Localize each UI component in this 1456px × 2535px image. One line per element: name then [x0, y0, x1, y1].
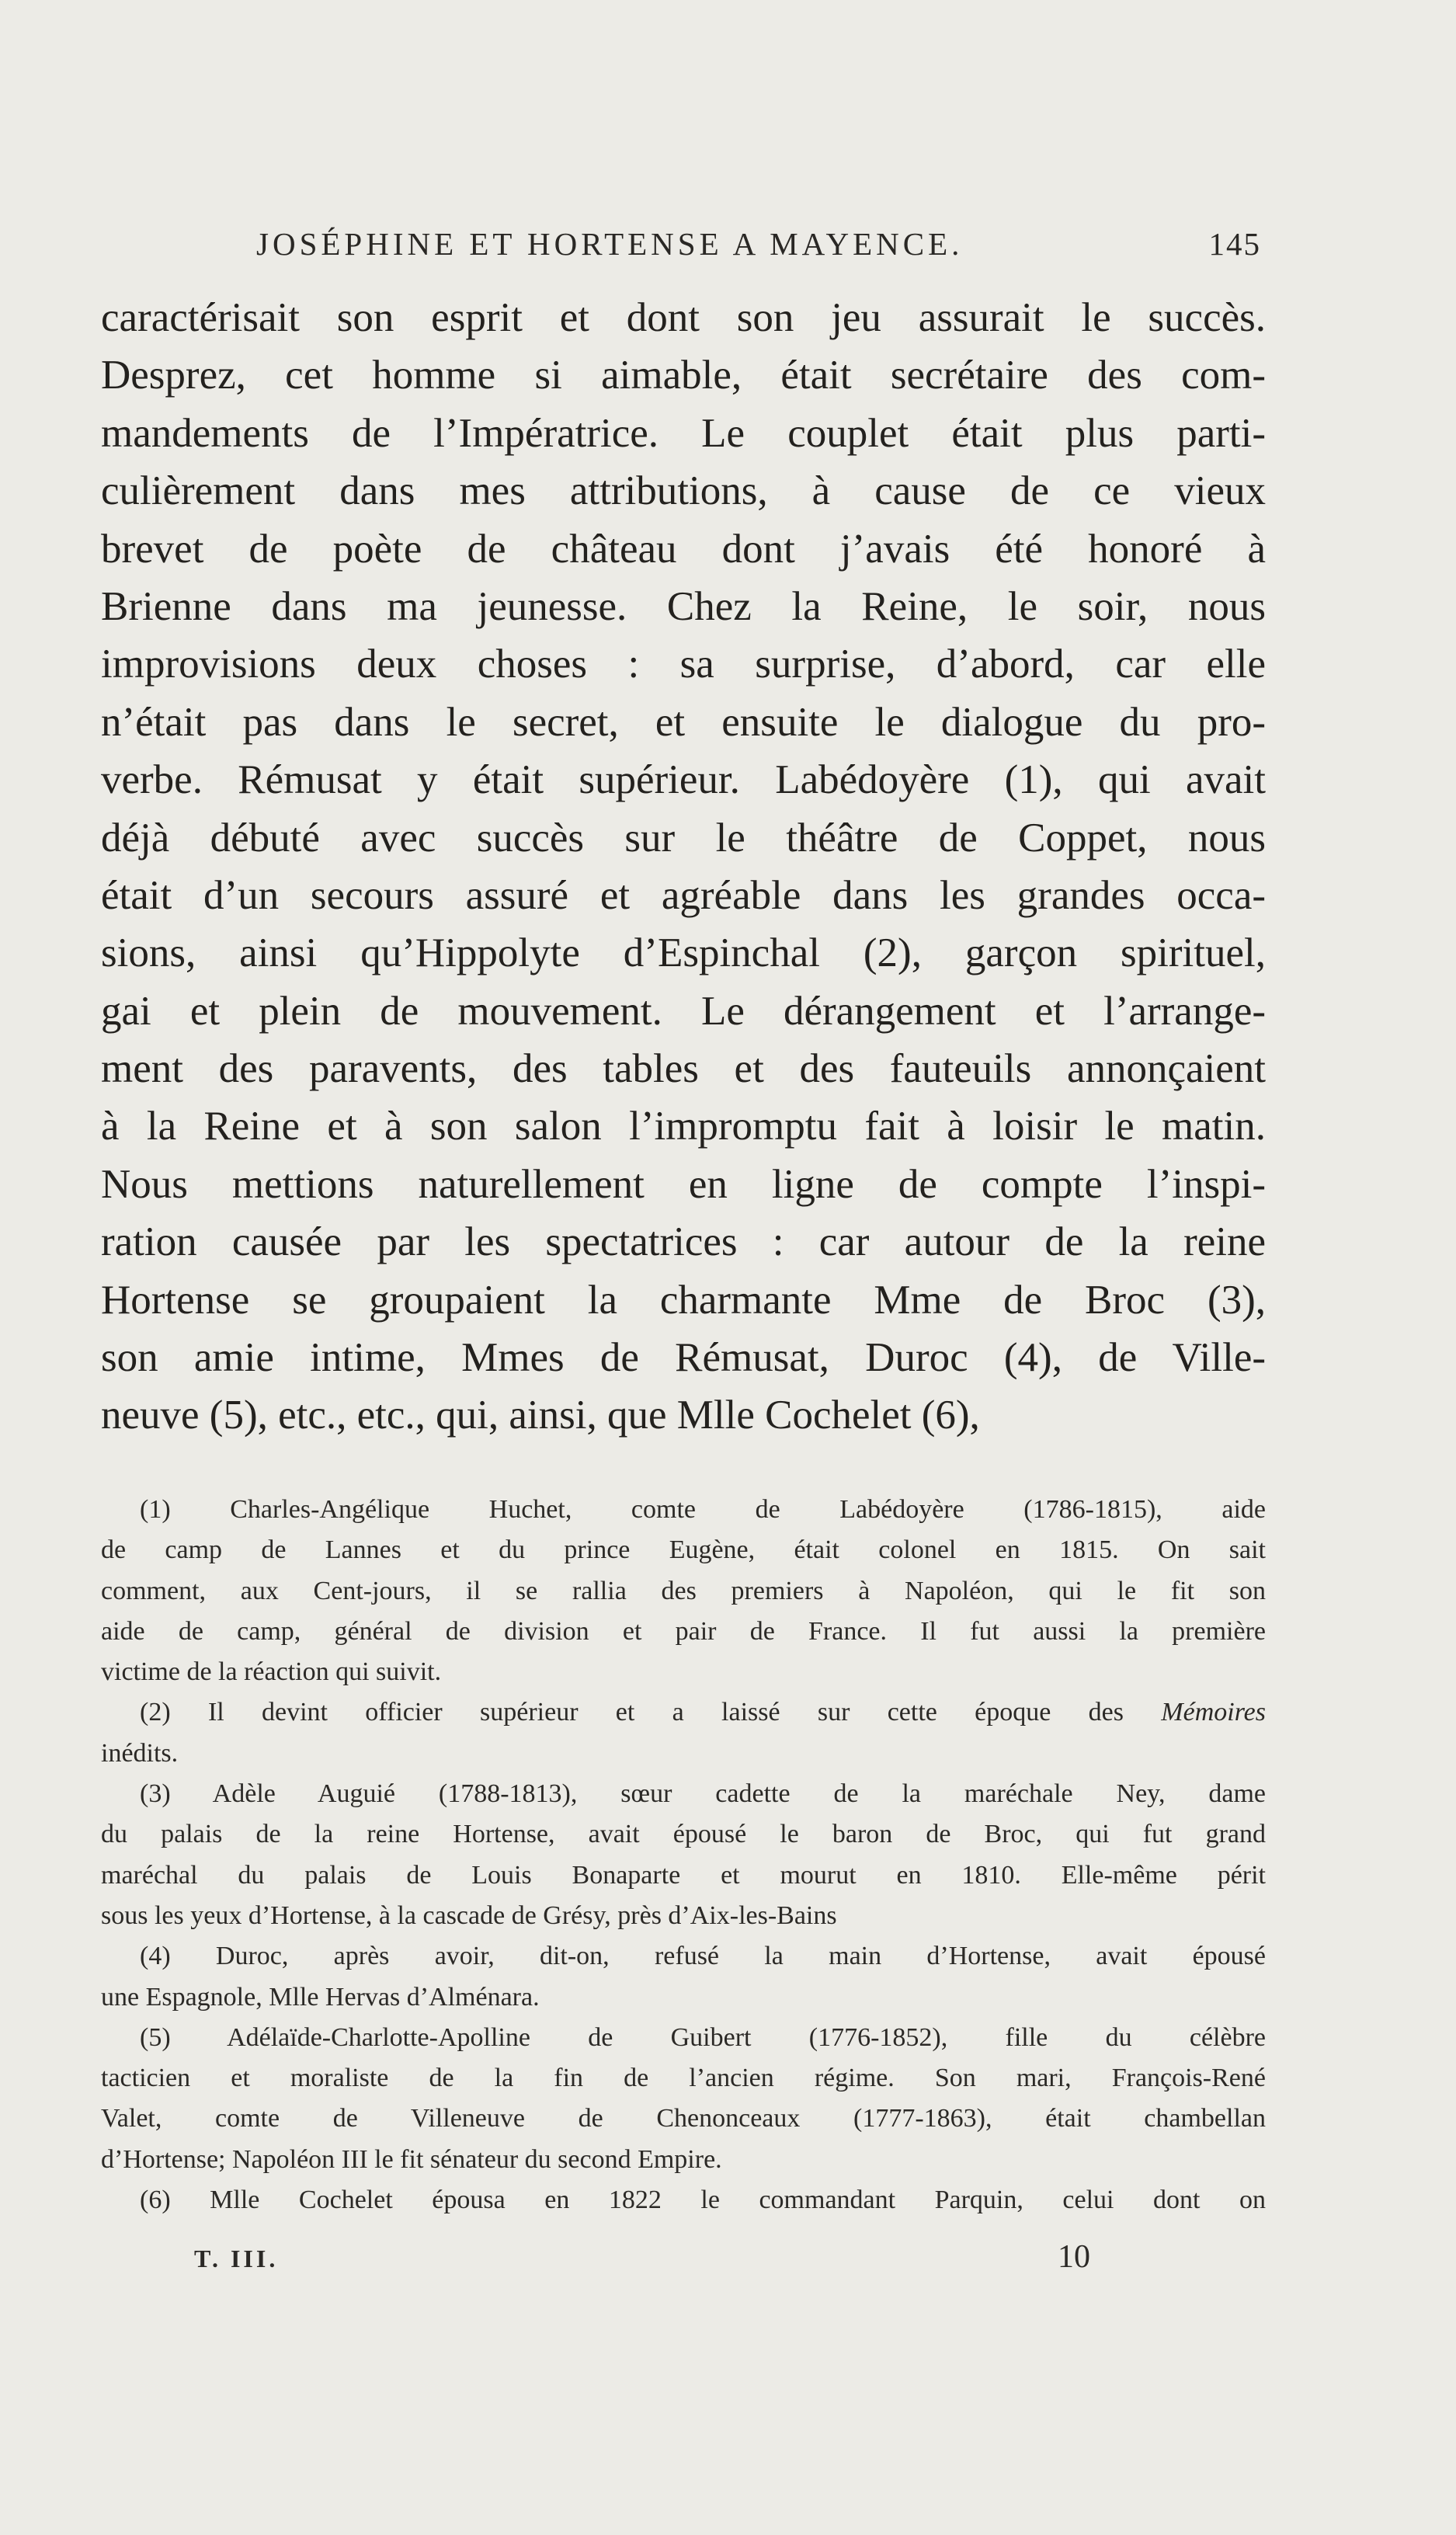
footnote-line: victime de la réaction qui suivit. [101, 1657, 442, 1687]
text-line: sions, ainsi qu’Hippolyte d’Espinchal (2), garçon spirituel, [101, 930, 1266, 976]
text-line: culièrement dans mes attributions, à cause de ce vieux [101, 468, 1266, 514]
text-line: Hortense se groupaient la charmante Mme de Broc (3), [101, 1277, 1266, 1323]
text-line: verbe. Rémusat y était supérieur. Labédoyère (1), qui avait [101, 757, 1266, 803]
text-line: ment des paravents, des tables et des fauteuils annonçaient [101, 1046, 1266, 1092]
footnote-line: maréchal du palais de Louis Bonaparte et mourut en 1810. Elle-même périt [101, 1860, 1266, 1890]
footnotes [101, 1490, 1266, 2220]
text-line: brevet de poète de château dont j’avais été honoré à [101, 526, 1266, 572]
text-line: improvisions deux choses : sa surprise, d’abord, car elle [101, 642, 1266, 687]
footnote-line: d’Hortense; Napoléon III le fit sénateur du second Empire. [101, 2144, 722, 2174]
footnote-line: de camp de Lannes et du prince Eugène, était colonel en 1815. On sait [101, 1535, 1266, 1565]
footnote-line: aide de camp, général de division et pair de France. Il fut aussi la première [101, 1616, 1266, 1646]
text-line: déjà débuté avec succès sur le théâtre de Coppet, nous [101, 815, 1266, 861]
footnote-italic: Mémoires [1161, 1698, 1266, 1727]
text-line: ration causée par les spectatrices : car autour de la reine [101, 1219, 1266, 1265]
footnote-line [101, 1692, 1266, 1733]
footnote-line: (1) Charles-Angélique Huchet, comte de Labédoyère (1786-1815), aide [140, 1495, 1266, 1524]
main-text [101, 289, 1266, 1445]
text-line: mandements de l’Impératrice. Le couplet était plus parti- [101, 410, 1266, 456]
text-line: neuve (5), etc., etc., qui, ainsi, que Mlle Cochelet (6), [101, 1393, 980, 1438]
footnote-text: (2) Il devint officier supérieur et a laissé sur cette époque des [140, 1698, 1124, 1727]
running-head [101, 225, 1266, 272]
volume-signature: T. III. [194, 2245, 279, 2272]
footnote-line: (3) Adèle Auguié (1788-1813), sœur cadette de la maréchale Ney, dame [140, 1779, 1266, 1809]
text-line: Brienne dans ma jeunesse. Chez la Reine, le soir, nous [101, 583, 1266, 629]
text-line: Nous mettions naturellement en ligne de compte l’inspi- [101, 1161, 1266, 1207]
footnote-line: comment, aux Cent-jours, il se rallia des premiers à Napoléon, qui le fit son [101, 1576, 1266, 1605]
footnote-line: (5) Adélaïde-Charlotte-Apolline de Guibert (1776-1852), fille du célèbre [140, 2022, 1266, 2052]
footnote-line: (4) Duroc, après avoir, dit-on, refusé la main d’Hortense, avait épousé [140, 1942, 1266, 1971]
page-number: 145 [1208, 226, 1261, 262]
running-title: JOSÉPHINE ET HORTENSE A MAYENCE. [256, 226, 964, 262]
footnote-line: (6) Mlle Cochelet épousa en 1822 le commandant Parquin, celui dont on [140, 2186, 1266, 2215]
footnote-line: Valet, comte de Villeneuve de Chenonceaux (1777-1863), était chambellan [101, 2104, 1266, 2133]
text-line: caractérisait son esprit et dont son jeu assurait le succès. [101, 295, 1266, 340]
footnote-line: inédits. [101, 1738, 179, 1768]
text-line: son amie intime, Mmes de Rémusat, Duroc (4), de Ville- [101, 1335, 1266, 1381]
footnote-line: du palais de la reine Hortense, avait épousé le baron de Broc, qui fut grand [101, 1820, 1266, 1849]
text-line: était d’un secours assuré et agréable dans les grandes occa- [101, 872, 1266, 918]
text-line: à la Reine et à son salon l’impromptu fait à loisir le matin. [101, 1104, 1266, 1149]
footnote-line: sous les yeux d’Hortense, à la cascade de Grésy, près d’Aix-les-Bains [101, 1900, 837, 1930]
footnote-line: tacticien et moraliste de la fin de l’ancien régime. Son mari, François-René [101, 2064, 1266, 2093]
footnote-line: une Espagnole, Mlle Hervas d’Alménara. [101, 1982, 540, 2012]
text-line: n’était pas dans le secret, et ensuite le dialogue du pro- [101, 699, 1266, 745]
signature-number: 10 [1058, 2239, 1090, 2275]
text-line: gai et plein de mouvement. Le dérangement et l’arrange- [101, 988, 1266, 1034]
text-line: Desprez, cet homme si aimable, était secrétaire des com- [101, 353, 1266, 398]
page-footer [101, 2238, 1266, 2285]
